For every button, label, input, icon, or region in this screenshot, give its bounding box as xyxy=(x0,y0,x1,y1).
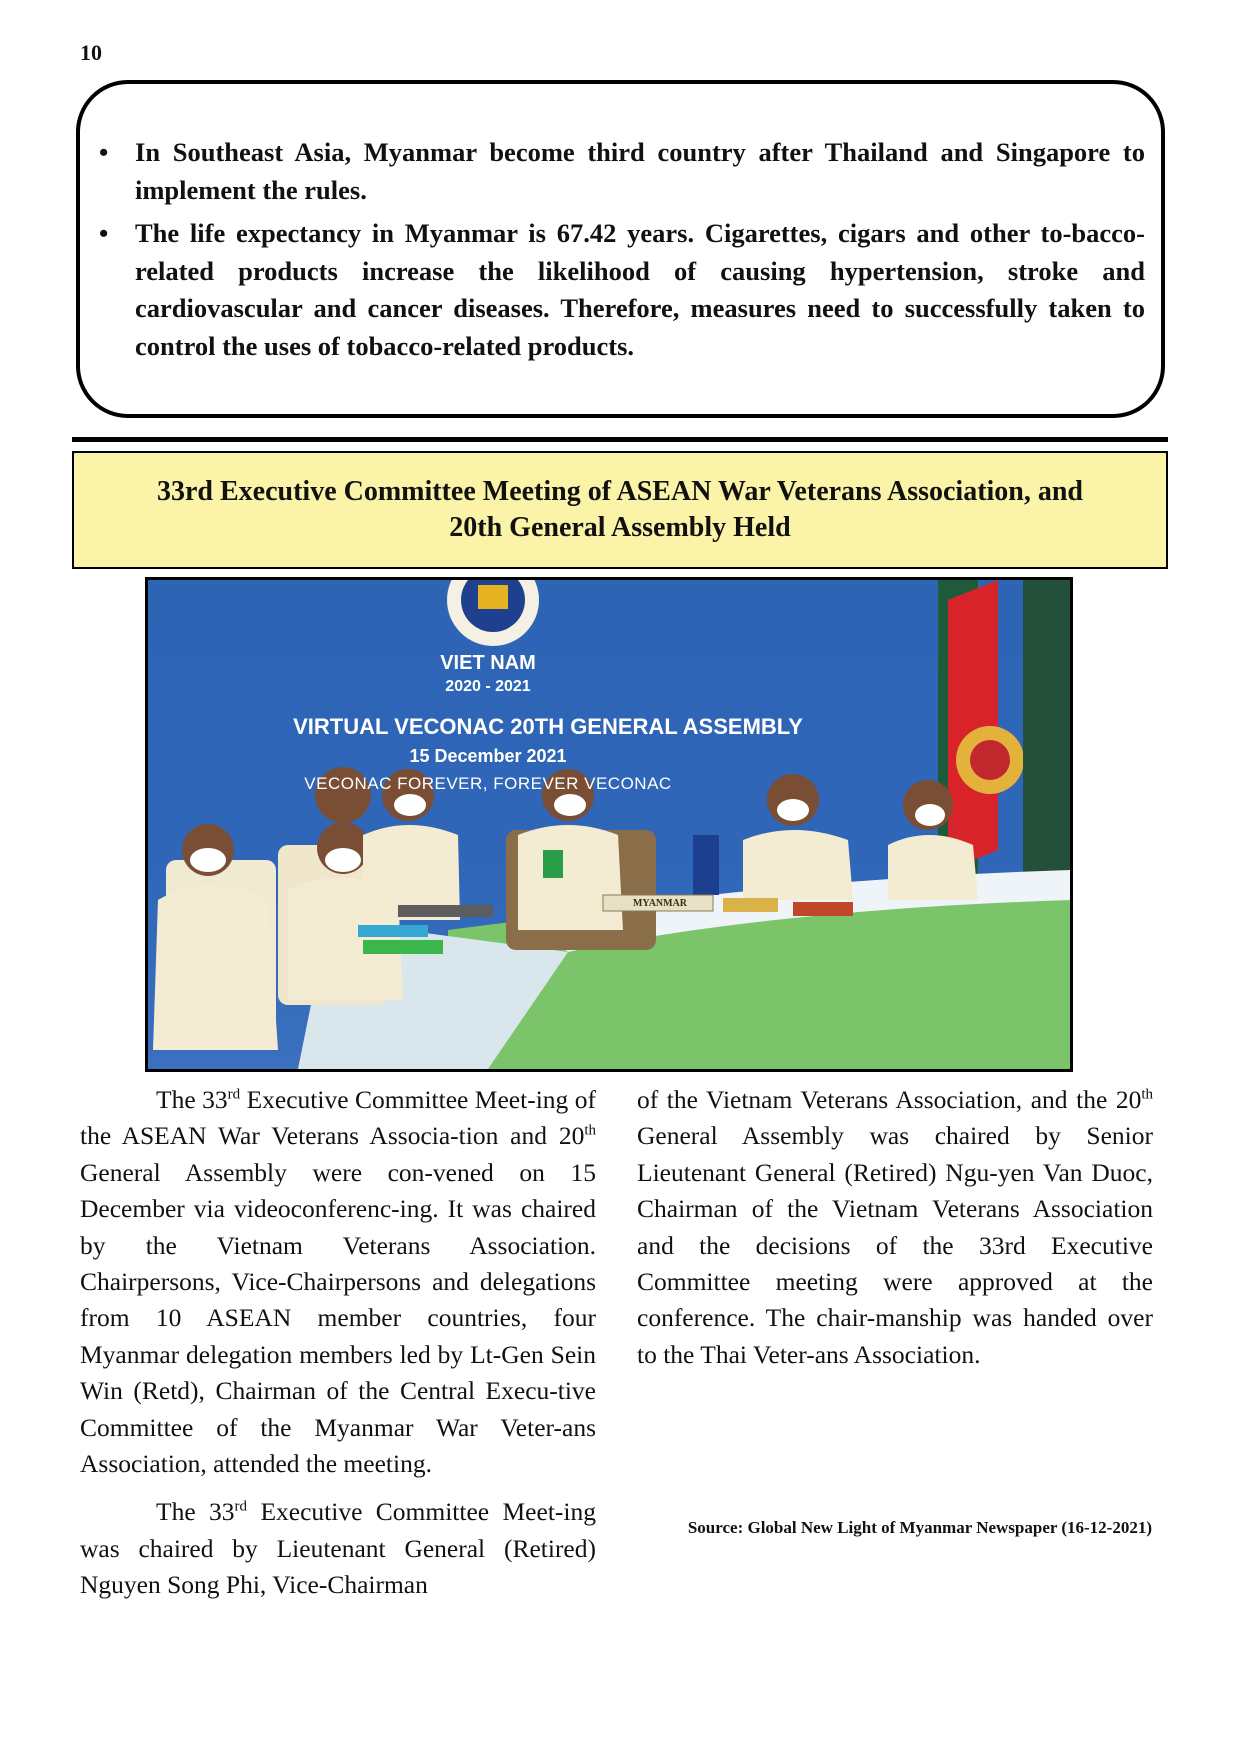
article-column-right xyxy=(637,1082,1153,1385)
article-paragraph: The 33rd Executive Committee Meet-ing of the ASEAN War Veterans Associa-tion and 20th General Assembly were con-vened on 15 December via videoconferenc-ing. It was chaired by the Vietnam Veterans Association. Chairpersons, Vice-Chairpersons and delegations from 10 ASEAN member countries, four Myanmar delegation members led by Lt-Gen Sein Win (Retd), Chairman of the Central Execu-tive Committee of the Myanmar War Veter-ans Association, attended the meeting. xyxy=(80,1085,596,1479)
headline xyxy=(157,474,1083,546)
headline-box xyxy=(72,451,1168,569)
bullet-text: In Southeast Asia, Myanmar become third country after Thailand and Singapore to implement the rules. xyxy=(135,137,1145,205)
bullet-item xyxy=(95,134,1145,209)
bullet-icon: • xyxy=(99,218,109,248)
banner-motto: VECONAC FOREVER, FOREVER VECONAC xyxy=(304,774,672,793)
headline-line-1: 33rd Executive Committee Meeting of ASEAN War Veterans Association, and xyxy=(156,476,1084,507)
flag-icon xyxy=(948,580,998,870)
banner-title: VIRTUAL VECONAC 20TH GENERAL ASSEMBLY xyxy=(293,714,803,739)
article-paragraph: of the Vietnam Veterans Association, and the 20th General Assembly was chaired by Senior Lieutenant General (Retired) Ngu-yen Van Duoc, Chairman of the Vietnam Veterans Association and the decisions of the 33rd Executive Committee meeting were approved at the conference. The chair-manship was handed over to the Thai Veter-ans Association. xyxy=(637,1085,1153,1369)
meeting-photo xyxy=(145,577,1073,1072)
bullet-text: The life expectancy in Myanmar is 67.42 years. Cigarettes, cigars and other to-bacco-related products increase the likelihood of causing hypertension, stroke and cardiovascular and cancer diseases. Therefore, measures need to successfully taken to control the uses of tobacco-related products. xyxy=(135,218,1145,361)
bullet-list xyxy=(95,134,1145,371)
banner-date: 15 December 2021 xyxy=(409,746,567,766)
source-credit: Source: Global New Light of Myanmar Newspaper (16-12-2021) xyxy=(687,1518,1152,1537)
bullet-icon: • xyxy=(99,137,109,167)
headline-line-2: 20th General Assembly Held xyxy=(449,512,791,543)
article-column-left xyxy=(80,1082,596,1616)
section-divider xyxy=(72,437,1168,442)
page-number: 10 xyxy=(80,40,102,65)
banner-country: VIET NAM xyxy=(440,652,536,674)
bullet-item xyxy=(95,215,1145,365)
nameplate: MYANMAR xyxy=(632,898,688,909)
article-paragraph: The 33rd Executive Committee Meet-ing was chaired by Lieutenant General (Retired) Nguyen Song Phi, Vice-Chairman xyxy=(80,1497,596,1600)
banner-years: 2020 - 2021 xyxy=(445,678,531,695)
